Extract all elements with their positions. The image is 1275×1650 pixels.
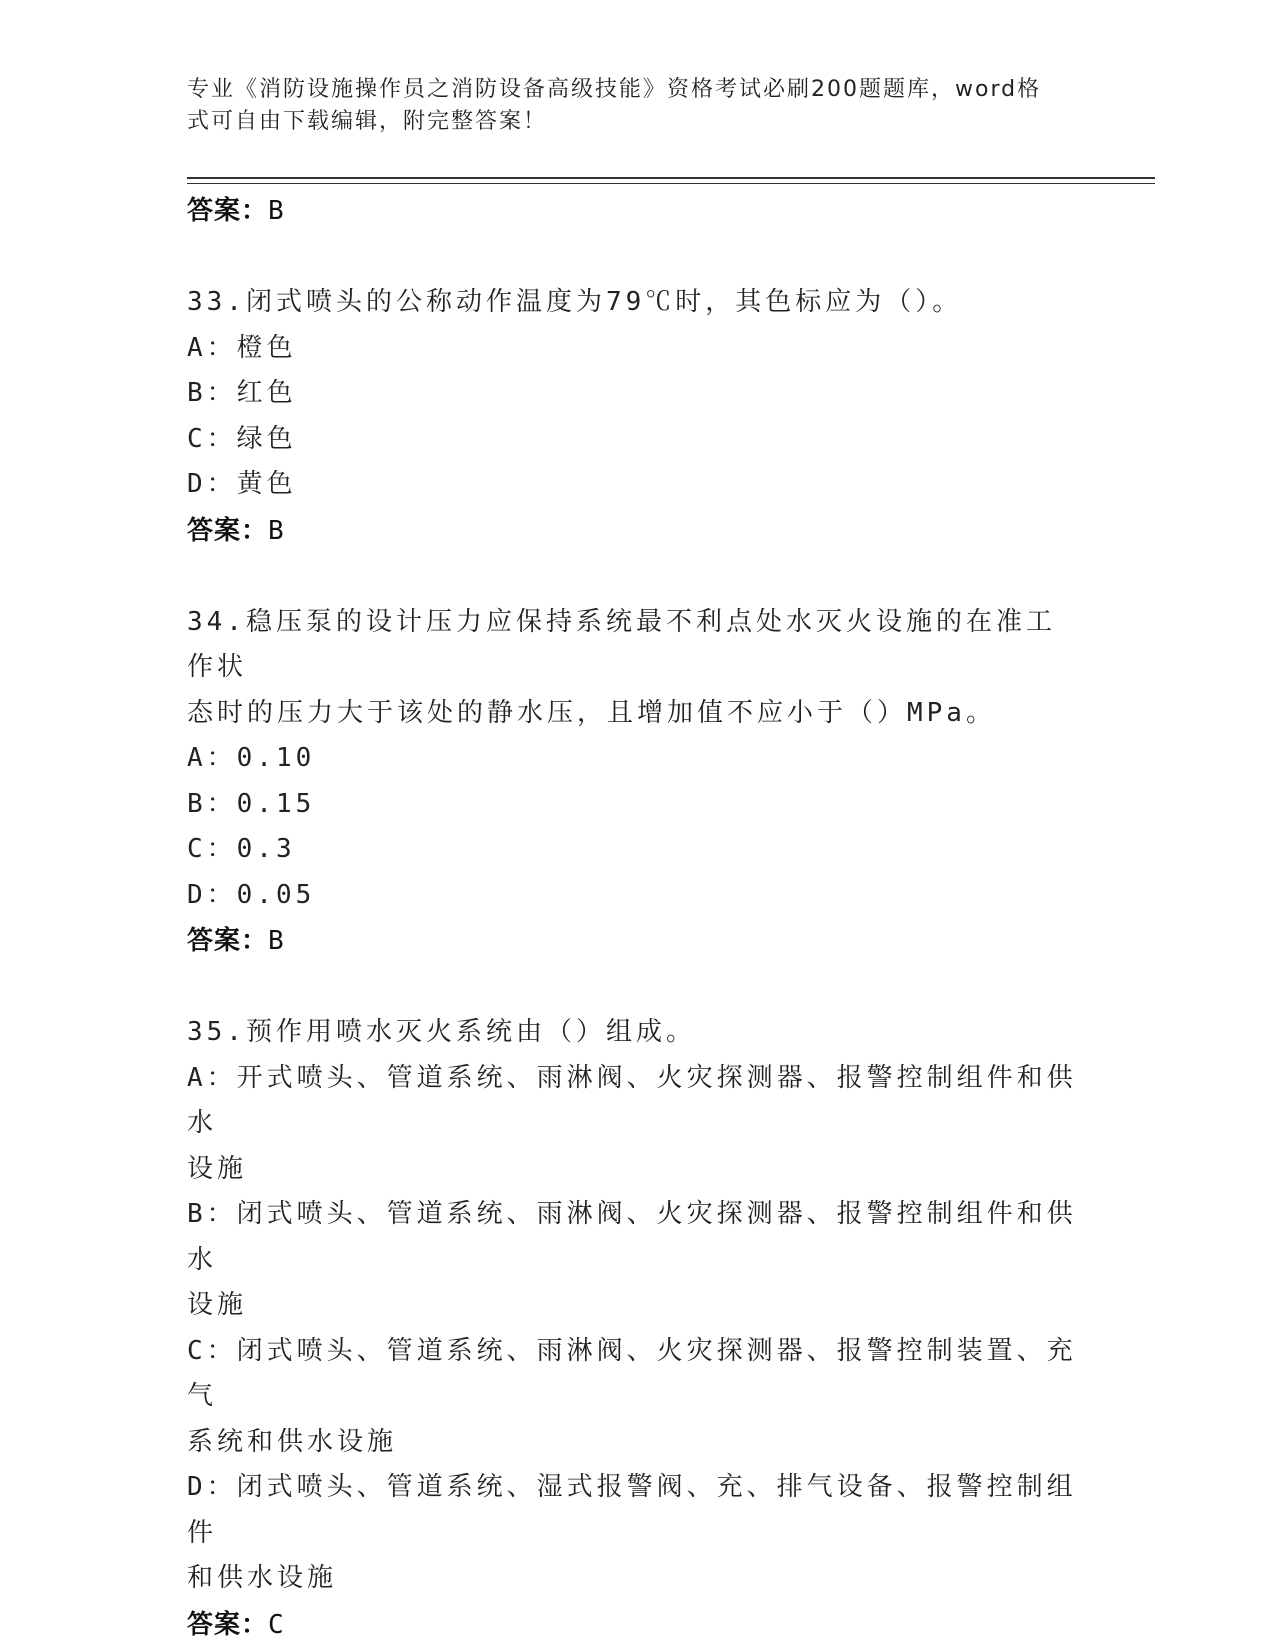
option-d: D：0.05 — [187, 879, 316, 910]
answer-value: B — [268, 196, 285, 226]
previous-answer — [187, 188, 1077, 234]
header-divider-thin — [187, 183, 1155, 184]
question-content — [187, 188, 1077, 1648]
option-d: D：黄色 — [187, 469, 297, 499]
option-a: A：0.10 — [187, 743, 316, 773]
option-c-continued: 系统和供水设施 — [187, 1426, 398, 1457]
header-line-1: 专业《消防设施操作员之消防设备高级技能》资格考试必刷200题题库，word格 — [187, 77, 1042, 102]
option-a-continued: 设施 — [187, 1153, 248, 1184]
question-34 — [187, 600, 1077, 965]
answer-label: 答案： — [187, 926, 269, 956]
option-d-continued: 和供水设施 — [187, 1563, 338, 1593]
option-c: C：绿色 — [187, 423, 297, 454]
question-answer — [187, 1602, 1077, 1648]
option-b: B：0.15 — [187, 788, 316, 819]
option-d: D：闭式喷头、管道系统、湿式报警阀、充、排气设备、报警控制组件 — [187, 1472, 1077, 1548]
question-answer — [187, 918, 1077, 964]
option-b: B：闭式喷头、管道系统、雨淋阀、火灾探测器、报警控制组件和供水 — [187, 1199, 1077, 1275]
answer-value: B — [268, 515, 285, 546]
option-c: C：闭式喷头、管道系统、雨淋阀、火灾探测器、报警控制装置、充气 — [187, 1335, 1077, 1411]
question-answer — [187, 508, 1077, 554]
question-33 — [187, 280, 1077, 554]
answer-value: C — [268, 1609, 285, 1640]
option-c: C：0.3 — [187, 834, 296, 864]
answer-value: B — [268, 926, 285, 956]
question-35 — [187, 1010, 1077, 1648]
question-stem: 35.预作用喷水灭火系统由（）组成。 — [187, 1017, 696, 1047]
answer-label: 答案： — [187, 196, 269, 226]
header-divider-thick — [187, 177, 1155, 179]
question-stem: 34.稳压泵的设计压力应保持系统最不利点处水灭火设施的在准工作状 — [187, 606, 1056, 682]
option-a: A：开式喷头、管道系统、雨淋阀、火灾探测器、报警控制组件和供水 — [187, 1062, 1077, 1138]
question-stem-continued: 态时的压力大于该处的静水压，且增加值不应小于（）MPa。 — [187, 697, 996, 728]
answer-label: 答案： — [187, 515, 269, 546]
option-a: A：橙色 — [187, 332, 297, 363]
option-b-continued: 设施 — [187, 1290, 248, 1320]
document-header — [187, 74, 1067, 138]
question-stem: 33.闭式喷头的公称动作温度为79℃时，其色标应为（）。 — [187, 287, 963, 317]
option-b: B：红色 — [187, 378, 297, 408]
answer-label: 答案： — [187, 1609, 269, 1640]
header-line-2: 式可自由下载编辑，附完整答案！ — [187, 109, 548, 134]
